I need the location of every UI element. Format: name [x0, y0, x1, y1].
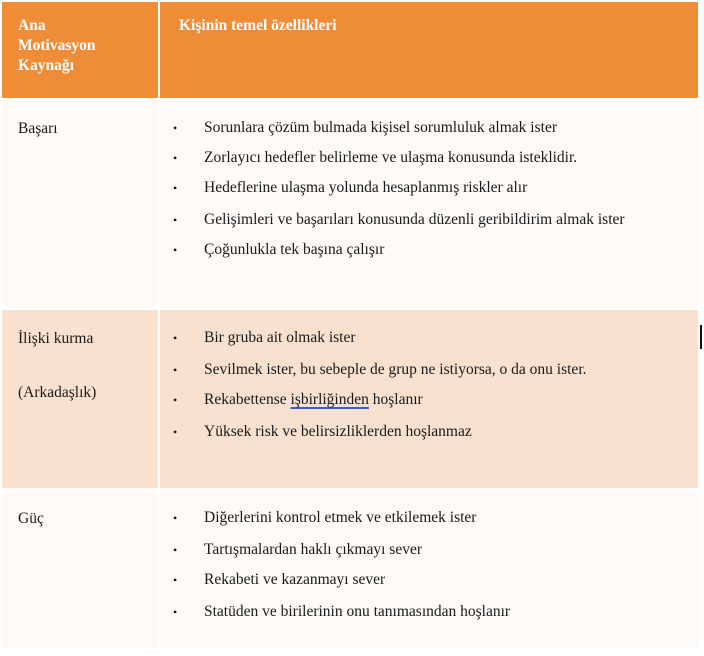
- bullet-icon: •: [173, 425, 178, 439]
- table-row-guc: [2, 490, 698, 647]
- list-item: • Çoğunlukla tek başına çalışır: [173, 241, 385, 258]
- source-label: İlişki kurma: [18, 330, 94, 347]
- header-traits-cell: [160, 2, 698, 98]
- bullet-icon: •: [173, 213, 178, 227]
- source-label: Başarı: [18, 120, 58, 137]
- source-cell: [2, 310, 158, 488]
- bullet-icon: •: [173, 121, 178, 135]
- bullet-icon: •: [173, 393, 178, 407]
- bullet-icon: •: [173, 151, 178, 165]
- table-header: [2, 2, 698, 98]
- list-item: • Zorlayıcı hedefler belirleme ve ulaşma konusunda isteklidir.: [173, 149, 578, 166]
- source-sublabel: (Arkadaşlık): [18, 384, 97, 401]
- list-item: • Rekabettense işbirliğinden hoşlanır: [173, 391, 423, 408]
- header-source-line-2: Motivasyon: [18, 37, 96, 54]
- bullet-icon: •: [173, 543, 178, 557]
- list-item: • Hedeflerine ulaşma yolunda hesaplanmış riskler alır: [173, 179, 528, 196]
- list-item: • Bir gruba ait olmak ister: [173, 329, 356, 346]
- bullet-icon: •: [173, 363, 178, 377]
- header-source-line-3: Kaynağı: [18, 57, 74, 74]
- list-item: • Sorunlara çözüm bulmada kişisel sorumluluk almak ister: [173, 119, 557, 136]
- bullet-icon: •: [173, 331, 178, 345]
- source-label: Güç: [18, 510, 44, 527]
- bullet-icon: •: [173, 511, 178, 525]
- spellcheck-marked-word[interactable]: işbirliğinden: [290, 391, 369, 408]
- motivation-table: [2, 2, 698, 647]
- list-item: • Tartışmalardan haklı çıkmayı sever: [173, 541, 422, 558]
- list-item: • Sevilmek ister, bu sebeple de grup ne istiyorsa, o da onu ister.: [173, 361, 587, 378]
- traits-cell: [160, 100, 698, 308]
- header-source-line-1: Ana: [18, 17, 46, 34]
- bullet-icon: •: [173, 605, 178, 619]
- traits-cell: [160, 310, 698, 488]
- header-traits-label: Kişinin temel özellikleri: [179, 17, 337, 34]
- list-item: • Diğerlerini kontrol etmek ve etkilemek ister: [173, 509, 477, 526]
- list-item: • Gelişimleri ve başarıları konusunda düzenli geribildirim almak ister: [173, 211, 625, 228]
- source-cell: [2, 490, 158, 647]
- header-source-cell: [2, 2, 158, 98]
- traits-cell: [160, 490, 698, 647]
- bullet-icon: •: [173, 243, 178, 257]
- text-cursor: [700, 325, 702, 349]
- table-row-basari: [2, 100, 698, 308]
- list-item: • Yüksek risk ve belirsizliklerden hoşlanmaz: [173, 423, 472, 440]
- table-row-iliski-kurma: [2, 310, 698, 488]
- list-item: • Rekabeti ve kazanmayı sever: [173, 571, 386, 588]
- list-item: • Statüden ve birilerinin onu tanımasından hoşlanır: [173, 603, 511, 620]
- bullet-icon: •: [173, 573, 178, 587]
- source-cell: [2, 100, 158, 308]
- bullet-icon: •: [173, 181, 178, 195]
